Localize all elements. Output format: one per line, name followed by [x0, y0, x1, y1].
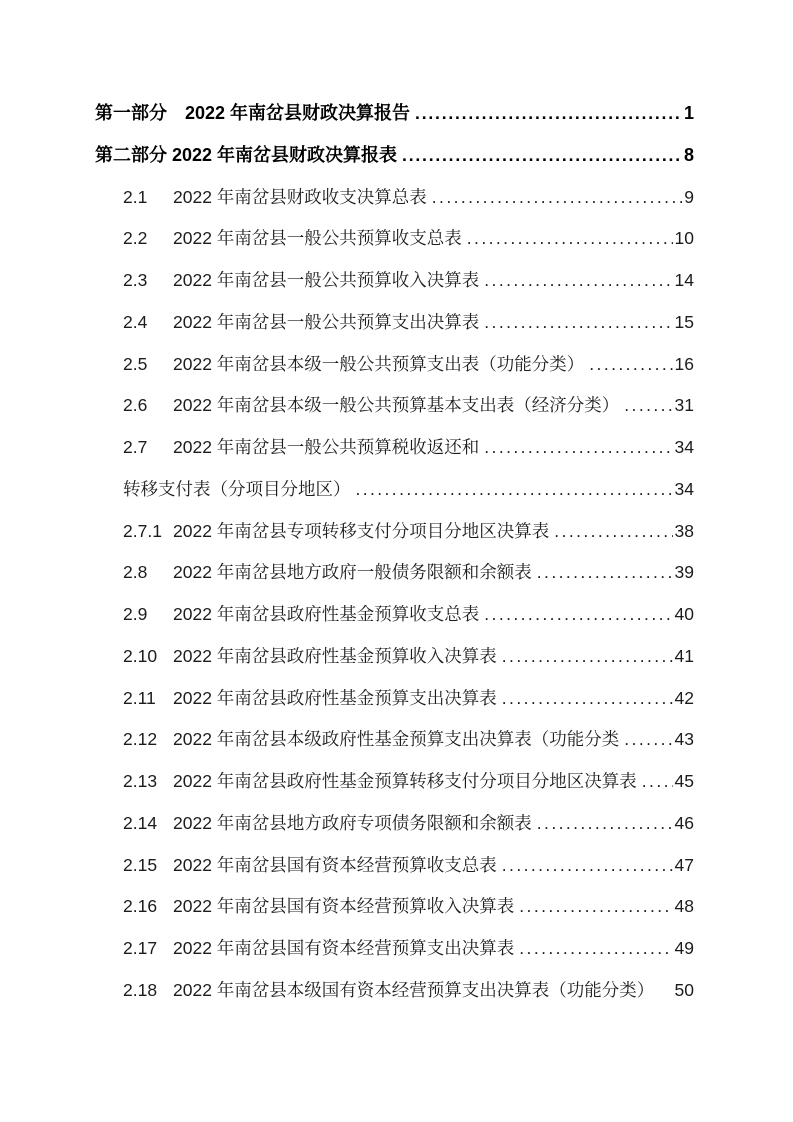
toc-entry[interactable] — [95, 385, 694, 427]
toc-entry-title: 2022 年南岔县本级政府性基金预算支出决算表（功能分类 — [173, 729, 620, 750]
toc-entry-title: 2022 年南岔县国有资本经营预算收支总表 — [173, 854, 497, 875]
toc-entry-number: 2.12 — [123, 729, 158, 750]
toc-entry-page: 41 — [674, 645, 694, 666]
toc-entry[interactable] — [95, 761, 694, 803]
dot-leader — [642, 761, 673, 803]
toc-entry-title: 2022 年南岔县政府性基金预算收支总表 — [173, 604, 480, 624]
toc-entry-title: 2022 年南岔县本级一般公共预算基本支出表（经济分类） — [173, 395, 620, 416]
toc-entry-page: 38 — [674, 520, 694, 541]
toc-entry-title: 2022 年南岔县专项转移支付分项目分地区决算表 — [173, 520, 550, 541]
toc-entry-number: 2.1 — [123, 186, 148, 207]
toc-entry-number: 2.16 — [123, 896, 158, 917]
toc-entry-page: 31 — [674, 395, 694, 416]
toc-entry-number: 2.11 — [123, 687, 156, 708]
toc-entry-title: 2022 年南岔县政府性基金预算收入决算表 — [173, 645, 497, 666]
toc-entry-page: 46 — [674, 812, 694, 833]
toc-entry-title: 2022 年南岔县地方政府一般债务限额和余额表 — [173, 562, 532, 583]
toc-entry-number: 2.17 — [123, 938, 158, 958]
toc-entry-number: 2.6 — [123, 395, 148, 416]
toc-entry-continuation[interactable] — [95, 469, 694, 511]
dot-leader — [402, 135, 682, 177]
toc-entry-page: 34 — [674, 478, 694, 499]
dot-leader — [502, 636, 673, 678]
toc-entry[interactable] — [95, 845, 694, 887]
toc-entry-title: 2022 年南岔县一般公共预算税收返还和 — [173, 437, 480, 457]
dot-leader — [554, 511, 672, 553]
toc-entry[interactable] — [95, 678, 694, 720]
toc-entry-page: 42 — [674, 687, 694, 708]
toc-entry-title: 转移支付表（分项目分地区） — [123, 478, 351, 499]
toc-entry-page: 49 — [674, 938, 694, 958]
toc-entry-title: 2022 年南岔县一般公共预算收支总表 — [173, 228, 462, 249]
dot-leader — [624, 385, 672, 427]
dot-leader — [537, 803, 673, 845]
toc-entry-title: 2022 年南岔县本级国有资本经营预算支出决算表（功能分类） — [173, 979, 655, 1000]
toc-entry-page: 48 — [674, 896, 694, 917]
toc-entry-title: 2022 年南岔县一般公共预算收入决算表 — [173, 270, 480, 290]
toc-entry-page: 14 — [674, 270, 694, 290]
toc-entry[interactable] — [95, 594, 694, 636]
toc-entry-number: 2.9 — [123, 604, 148, 624]
toc-heading-part1[interactable] — [95, 93, 694, 135]
dot-leader — [467, 218, 673, 260]
toc-entry[interactable] — [95, 928, 694, 970]
toc-entry-title: 2022 年南岔县国有资本经营预算支出决算表 — [173, 938, 515, 958]
toc-entry-number: 2.13 — [123, 771, 158, 791]
toc-entry-page: 8 — [683, 144, 694, 165]
toc-entry[interactable] — [95, 511, 694, 553]
dot-leader — [537, 552, 673, 594]
toc-entry-number: 2.5 — [123, 353, 148, 374]
toc-entry-page: 43 — [674, 729, 694, 750]
dot-leader — [484, 302, 672, 344]
toc-heading-text: 第一部分 2022 年南岔县财政决算报告 — [95, 103, 411, 123]
toc-entry[interactable] — [95, 218, 694, 260]
toc-entry[interactable] — [95, 177, 694, 219]
toc-entry[interactable] — [95, 344, 694, 386]
dot-leader — [502, 678, 673, 720]
dot-leader — [356, 469, 673, 511]
toc-entry[interactable] — [95, 970, 694, 1012]
toc-entry-page: 45 — [674, 771, 694, 791]
toc-entry-number: 2.15 — [123, 854, 158, 875]
dot-leader — [432, 177, 682, 219]
toc-entry[interactable] — [95, 552, 694, 594]
toc-heading-part2[interactable] — [95, 135, 694, 177]
toc-entry-page: 40 — [674, 604, 694, 624]
toc-entry-number: 2.2 — [123, 228, 148, 249]
table-of-contents — [95, 93, 694, 1012]
toc-entry-number: 2.8 — [123, 562, 148, 583]
toc-entry[interactable] — [95, 427, 694, 469]
dot-leader — [589, 344, 672, 386]
toc-entry-title: 2022 年南岔县一般公共预算支出决算表 — [173, 311, 480, 332]
dot-leader — [484, 260, 672, 302]
dot-leader — [519, 886, 672, 928]
dot-leader — [415, 93, 682, 135]
toc-entry-number: 2.7.1 — [123, 520, 162, 541]
toc-entry-title: 2022 年南岔县政府性基金预算支出决算表 — [173, 687, 497, 708]
toc-entry[interactable] — [95, 302, 694, 344]
toc-entry-page: 39 — [674, 562, 694, 583]
toc-entry-number: 2.4 — [123, 311, 148, 332]
dot-leader — [484, 427, 672, 469]
toc-entry[interactable] — [95, 260, 694, 302]
toc-entry-title: 2022 年南岔县地方政府专项债务限额和余额表 — [173, 812, 532, 833]
toc-entry[interactable] — [95, 886, 694, 928]
toc-entry-number: 2.10 — [123, 645, 158, 666]
toc-entry-number: 2.14 — [123, 812, 158, 833]
toc-entry-title: 2022 年南岔县财政收支决算总表 — [173, 186, 427, 207]
toc-entry-title: 2022 年南岔县政府性基金预算转移支付分项目分地区决算表 — [173, 771, 637, 791]
toc-entry[interactable] — [95, 719, 694, 761]
toc-entry-page: 34 — [674, 437, 694, 457]
toc-entry-page: 1 — [683, 103, 694, 123]
toc-entry[interactable] — [95, 803, 694, 845]
toc-entry-page: 15 — [674, 311, 694, 332]
dot-leader — [484, 594, 672, 636]
toc-entry-page: 47 — [674, 854, 694, 875]
dot-leader — [624, 719, 672, 761]
toc-entry-page: 16 — [674, 353, 694, 374]
toc-entry-title: 2022 年南岔县国有资本经营预算收入决算表 — [173, 896, 515, 917]
toc-entry[interactable] — [95, 636, 694, 678]
dot-leader — [502, 845, 673, 887]
toc-entry-page: 10 — [674, 228, 694, 249]
toc-entry-number: 2.18 — [123, 979, 158, 1000]
toc-entry-page: 9 — [684, 186, 694, 207]
toc-heading-text: 第二部分 2022 年南岔县财政决算报表 — [95, 144, 398, 165]
toc-entry-number: 2.3 — [123, 270, 148, 290]
toc-entry-page: 50 — [674, 979, 694, 1000]
toc-entry-title: 2022 年南岔县本级一般公共预算支出表（功能分类） — [173, 353, 585, 374]
dot-leader — [519, 928, 672, 970]
toc-entry-number: 2.7 — [123, 437, 148, 457]
